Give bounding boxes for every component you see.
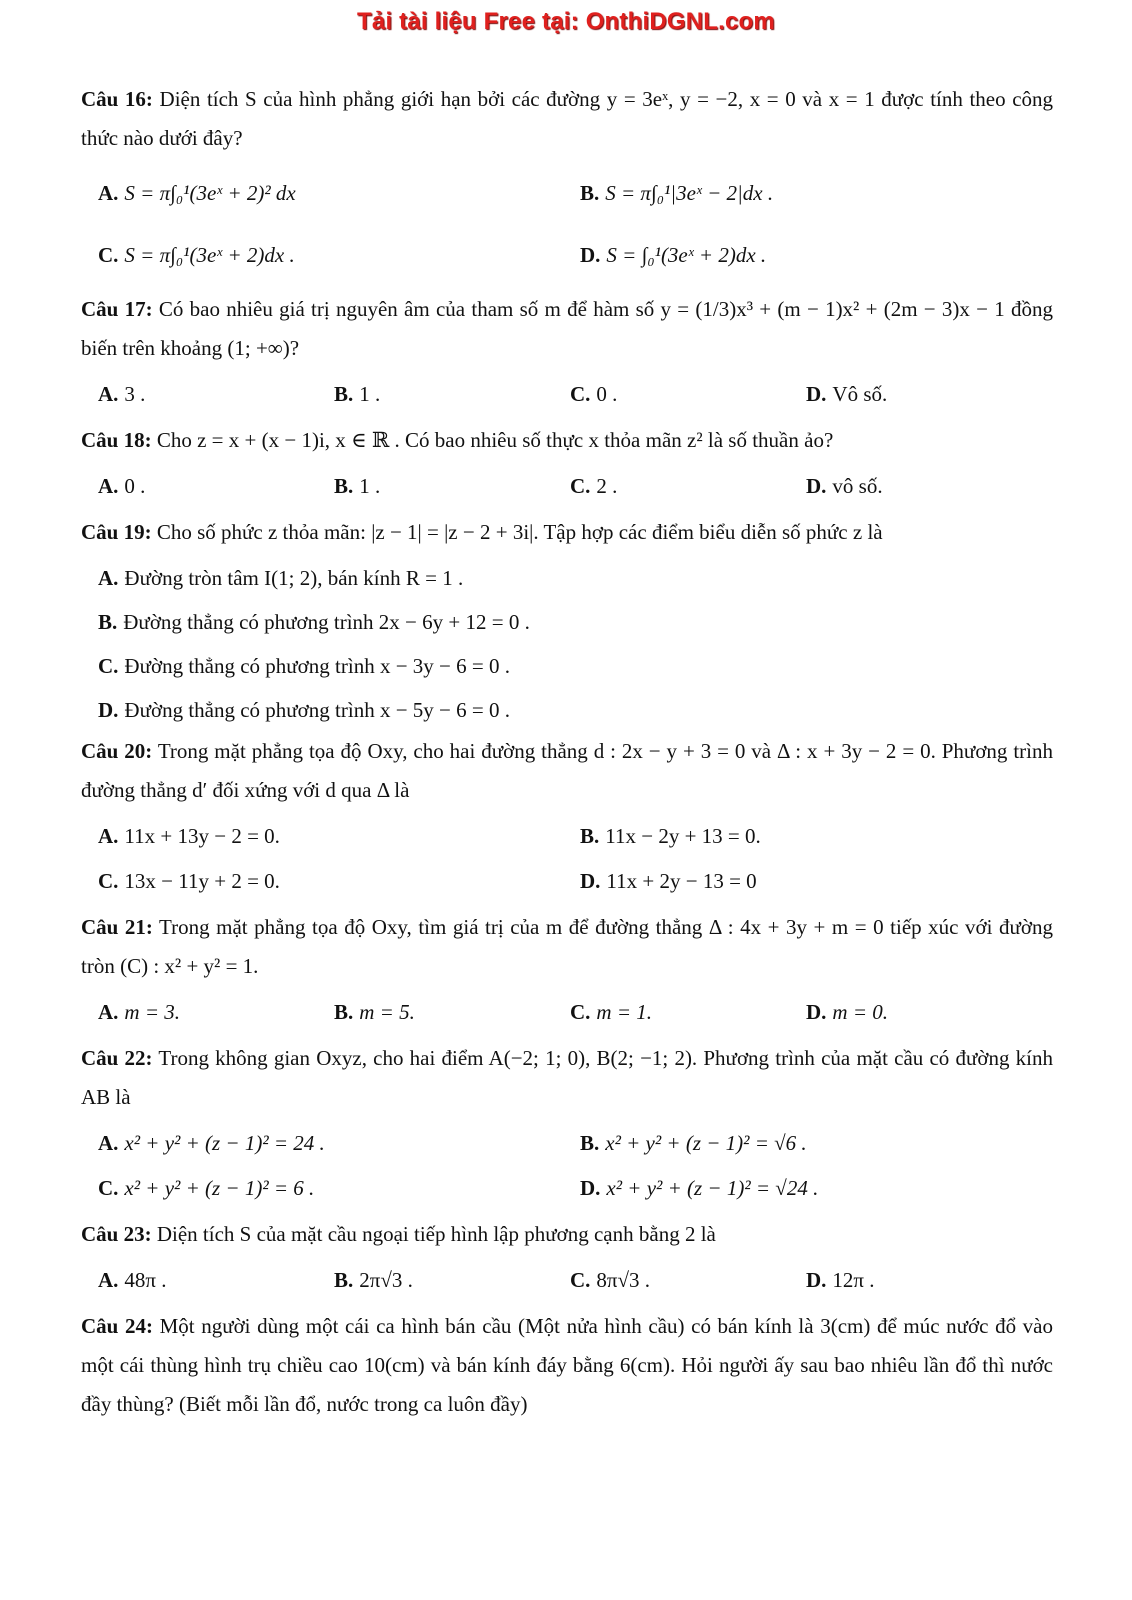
question-number: Câu 16:: [81, 87, 153, 111]
option-c[interactable]: C. 0 .: [570, 382, 618, 406]
option-d[interactable]: D. Vô số.: [806, 382, 888, 406]
question-text: Trong không gian Oxyz, cho hai điểm A(−2; 1; 0), B(2; −1; 2). Phương trình của mặt cầu có đường kính AB là: [81, 1046, 1054, 1109]
option-b[interactable]: B. 1 .: [334, 382, 381, 406]
question-number: Câu 18:: [81, 428, 152, 452]
option-c[interactable]: C. 8π√3 .: [570, 1268, 651, 1292]
question-18: [81, 421, 1053, 460]
question-21: [81, 908, 1053, 986]
option-d[interactable]: D. Đường thẳng có phương trình x − 5y − 6 = 0 .: [98, 698, 510, 722]
options-19: [98, 556, 1053, 732]
question-number: Câu 21:: [81, 915, 153, 939]
site-banner: Tải tài liệu Free tại: OnthiDGNL.com: [357, 8, 775, 35]
question-text: Diện tích S của mặt cầu ngoại tiếp hình lập phương cạnh bằng 2 là: [156, 1222, 716, 1246]
options-17: [98, 372, 1053, 417]
option-a[interactable]: A. 3 .: [98, 382, 146, 406]
option-c[interactable]: C. Đường thẳng có phương trình x − 3y − 6 = 0 .: [98, 654, 510, 678]
question-19: [81, 513, 1053, 552]
question-number: Câu 22:: [81, 1046, 153, 1070]
question-23: [81, 1215, 1053, 1254]
question-16: [81, 80, 1053, 158]
question-text: Trong mặt phẳng tọa độ Oxy, cho hai đường thẳng d : 2x − y + 3 = 0 và Δ : x + 3y − 2 = 0. Phương trình đường thẳng d′ đối xứng với d qua Δ là: [81, 739, 1053, 802]
question-text: Một người dùng một cái ca hình bán cầu (Một nửa hình cầu) có bán kính là 3(cm) để múc nước đổ vào một cái thùng hình trụ chiều cao 10(cm) và bán kính đáy bằng 6(cm). Hỏi người ấy sau bao nhiêu lần đổ thì nước đầy thùng? (Biết mỗi lần đổ, nước trong ca luôn đầy): [81, 1314, 1054, 1416]
options-21: [98, 990, 1053, 1035]
options-22: [98, 1121, 1053, 1211]
option-a[interactable]: A. Đường tròn tâm I(1; 2), bán kính R = 1 .: [98, 566, 464, 590]
question-text: Cho z = x + (x − 1)i, x ∈ ℝ . Có bao nhiêu số thực x thỏa mãn z² là số thuần ảo?: [156, 428, 834, 452]
question-list: [81, 80, 1053, 1428]
option-a[interactable]: A. 48π .: [98, 1268, 167, 1292]
option-b[interactable]: B. 11x − 2y + 13 = 0.: [580, 824, 761, 848]
option-a[interactable]: A. x² + y² + (z − 1)² = 24 .: [98, 1131, 325, 1155]
option-b[interactable]: B. x² + y² + (z − 1)² = √6 .: [580, 1131, 807, 1155]
option-d[interactable]: D. vô số.: [806, 474, 883, 498]
question-20: [81, 732, 1053, 810]
question-text: Cho số phức z thỏa mãn: |z − 1| = |z − 2 + 3i|. Tập hợp các điểm biểu diễn số phức z là: [156, 520, 883, 544]
option-b[interactable]: B. Đường thẳng có phương trình 2x − 6y + 12 = 0 .: [98, 610, 530, 634]
question-number: Câu 23:: [81, 1222, 152, 1246]
question-text: Trong mặt phẳng tọa độ Oxy, tìm giá trị của m để đường thẳng Δ : 4x + 3y + m = 0 tiếp xúc với đường tròn (C) : x² + y² = 1.: [81, 915, 1053, 978]
option-d[interactable]: D. S = ∫₀¹(3eˣ + 2)dx .: [580, 243, 767, 267]
option-b[interactable]: B. 2π√3 .: [334, 1268, 413, 1292]
question-number: Câu 24:: [81, 1314, 153, 1338]
option-c[interactable]: C. x² + y² + (z − 1)² = 6 .: [98, 1176, 315, 1200]
option-a[interactable]: A. 11x + 13y − 2 = 0.: [98, 824, 280, 848]
option-d[interactable]: D. 11x + 2y − 13 = 0: [580, 869, 757, 893]
option-b[interactable]: B. S = π∫₀¹|3eˣ − 2|dx .: [580, 181, 774, 205]
option-a[interactable]: A. m = 3.: [98, 1000, 181, 1024]
option-a[interactable]: A. S = π∫₀¹(3eˣ + 2)² dx: [98, 181, 296, 205]
options-20: [98, 814, 1053, 904]
option-c[interactable]: C. 13x − 11y + 2 = 0.: [98, 869, 280, 893]
question-24: [81, 1307, 1053, 1424]
question-text: Có bao nhiêu giá trị nguyên âm của tham số m để hàm số y = (1/3)x³ + (m − 1)x² + (2m − 3)x − 1 đồng biến trên khoảng (1; +∞)?: [81, 297, 1054, 360]
question-text: Diện tích S của hình phẳng giới hạn bởi các đường y = 3eˣ, y = −2, x = 0 và x = 1 được tính theo công thức nào dưới đây?: [81, 87, 1054, 150]
options-18: [98, 464, 1053, 509]
option-d[interactable]: D. x² + y² + (z − 1)² = √24 .: [580, 1176, 819, 1200]
question-number: Câu 17:: [81, 297, 153, 321]
option-a[interactable]: A. 0 .: [98, 474, 146, 498]
option-b[interactable]: B. 1 .: [334, 474, 381, 498]
question-22: [81, 1039, 1053, 1117]
option-c[interactable]: C. 2 .: [570, 474, 618, 498]
question-number: Câu 20:: [81, 739, 153, 763]
option-d[interactable]: D. 12π .: [806, 1268, 875, 1292]
option-b[interactable]: B. m = 5.: [334, 1000, 415, 1024]
options-23: [98, 1258, 1053, 1303]
question-number: Câu 19:: [81, 520, 152, 544]
option-c[interactable]: C. m = 1.: [570, 1000, 653, 1024]
option-d[interactable]: D. m = 0.: [806, 1000, 889, 1024]
options-16: [98, 162, 1053, 286]
question-17: [81, 290, 1053, 368]
option-c[interactable]: C. S = π∫₀¹(3eˣ + 2)dx .: [98, 243, 295, 267]
